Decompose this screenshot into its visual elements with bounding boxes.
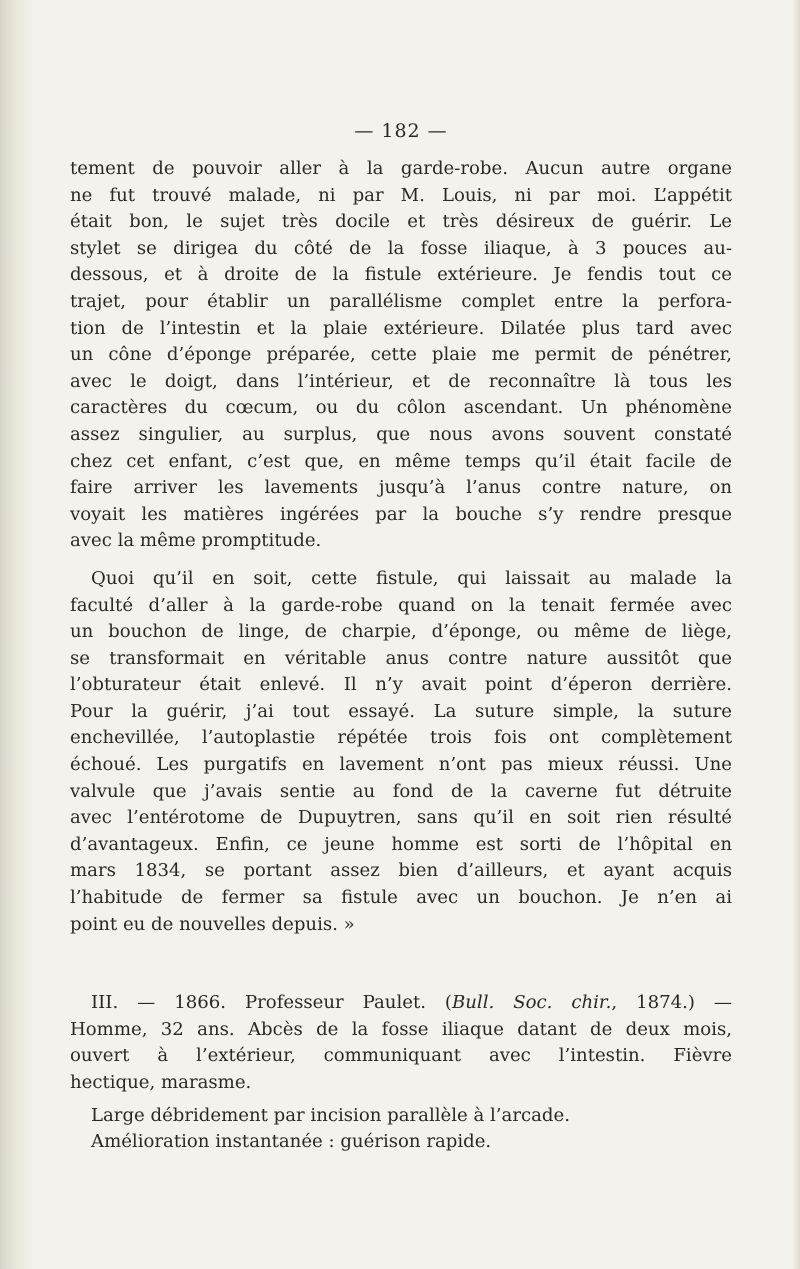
text-line: l’habitude de fermer sa fistule avec un bouchon. Je n’en ai [70,887,732,909]
text-line: voyait les matières ingérées par la bouche s’y rendre presque [70,503,732,525]
text-line: échoué. Les purgatifs en lavement n’ont pas mieux réussi. Une [70,754,732,776]
text-line: Large débridement par incision parallèle à l’arcade. [91,1104,570,1126]
text-line: enchevillée, l’autoplastie répétée trois fois ont complètement [70,727,732,749]
text-line: trajet, pour établir un parallélisme complet entre la perfora- [70,290,732,312]
page-right-edge [792,0,800,1269]
treatment-paragraph [70,1103,732,1156]
text-line: mars 1834, se portant assez bien d’ailleurs, et ayant acquis [70,860,732,882]
text-line: un cône d’éponge préparée, cette plaie me permit de pénétrer, [70,344,732,366]
case-heading-text: III. — 1866. Professeur Paulet. ( [91,992,452,1014]
case-heading-line [70,990,732,1017]
text-line: avec la même promptitude. [70,530,322,552]
text-line: tement de pouvoir aller à la garde-robe. Aucun autre organe [70,158,732,179]
text-line: Amélioration instantanée : guérison rapide. [91,1131,492,1153]
text-line: se transformait en véritable anus contre nature aussitôt que [70,647,732,669]
text-line: avec le doigt, dans l’intérieur, et de reconnaître là tous les [70,370,732,392]
text-line: assez singulier, au surplus, que nous avons souvent constaté [70,423,732,445]
text-line: caractères du cœcum, ou du côlon ascendant. Un phénomène [70,397,732,419]
page-number: — 182 — [354,120,448,142]
document-page [70,118,732,1156]
text-line: avec l’entérotome de Dupuytren, sans qu’il en soit rien résulté [70,807,732,829]
paragraph-continued [70,156,732,555]
text-line: ouvert à l’extérieur, communiquant avec l’intestin. Fièvre [70,1045,732,1067]
text-line: faire arriver les lavements jusqu’à l’anus contre nature, on [70,477,732,499]
text-line: un bouchon de linge, de charpie, d’éponge, ou même de liège, [70,621,732,643]
journal-reference: Bull. Soc. chir. [451,992,612,1014]
text-line: ne fut trouvé malade, ni par M. Louis, ni par moi. L’appétit [70,184,732,206]
text-line: Homme, 32 ans. Abcès de la fosse iliaque datant de deux mois, [70,1018,732,1040]
text-line: faculté d’aller à la garde-robe quand on la tenait fermée avec [70,594,732,616]
case-iii-paragraph [70,990,732,1096]
paragraph-quoi-qu-il-en-soit [70,566,732,938]
text-line: dessous, et à droite de la fistule extérieure. Je fendis tout ce [70,264,732,286]
page-binding-shadow [0,0,34,1269]
text-line: chez cet enfant, c’est que, en même temps qu’il était facile de [70,450,732,472]
text-line: Quoi qu’il en soit, cette fistule, qui laissait au malade la [91,567,732,589]
text-line: Pour la guérir, j’ai tout essayé. La suture simple, la suture [70,700,732,722]
text-line: était bon, le sujet très docile et très désireux de guérir. Le [70,211,732,233]
text-line: stylet se dirigea du côté de la fosse iliaque, à 3 pouces au- [70,237,732,259]
text-line: valvule que j’avais sentie au fond de la caverne fut détruite [70,780,732,802]
text-line: tion de l’intestin et la plaie extérieure. Dilatée plus tard avec [70,317,732,339]
text-line: d’avantageux. Enfin, ce jeune homme est sorti de l’hôpital en [70,833,732,855]
case-heading-year: , 1874.) — [611,992,732,1014]
text-line: point eu de nouvelles depuis. » [70,913,355,935]
text-line: hectique, marasme. [70,1072,252,1093]
text-line: l’obturateur était enlevé. Il n’y avait point d’éperon derrière. [70,674,732,696]
